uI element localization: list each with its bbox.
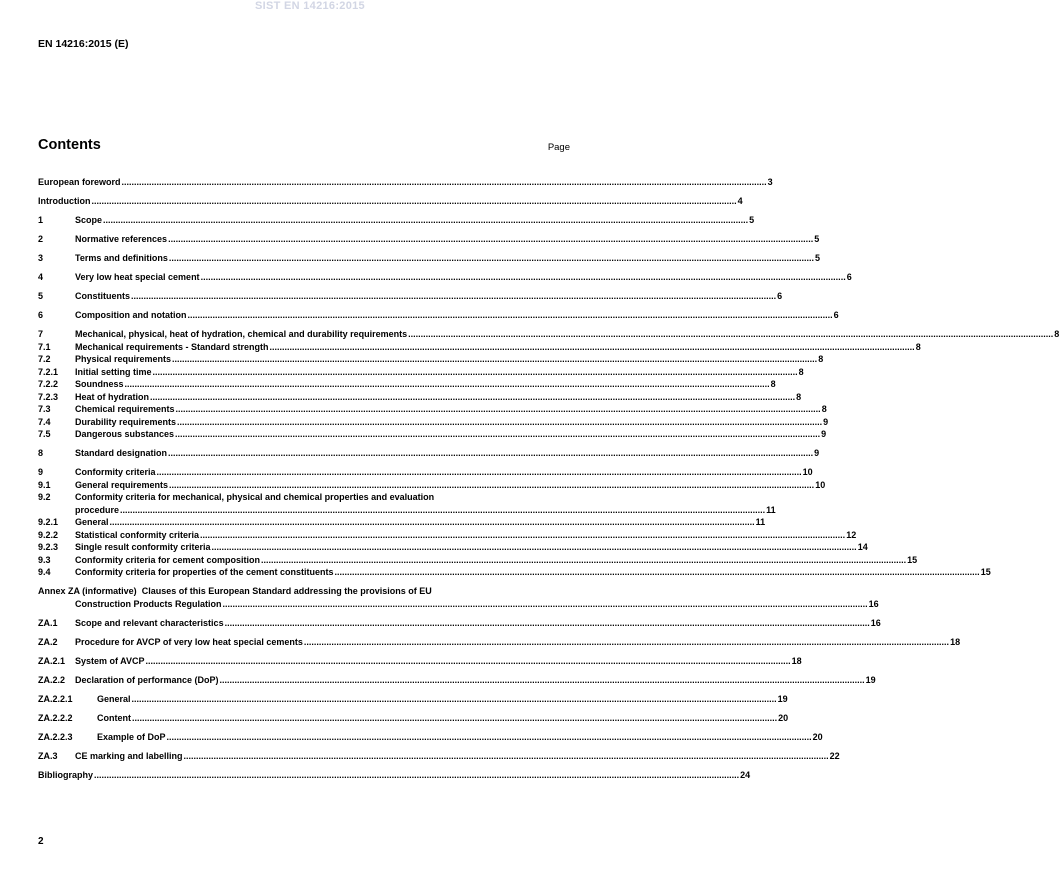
toc-title: Normative references: [75, 234, 168, 244]
toc-page: 18: [791, 655, 802, 666]
toc-title: Example of DoP: [97, 731, 166, 742]
toc-title: Conformity criteria: [75, 467, 156, 477]
toc-entry-7-2-2[interactable]: [38, 378, 776, 391]
toc-entry-7-3[interactable]: [38, 403, 827, 416]
toc-title: Heat of hydration: [75, 391, 150, 402]
toc-page: 19: [777, 693, 788, 704]
toc-title: Physical requirements: [75, 354, 172, 364]
toc-page: 6: [777, 291, 783, 301]
toc-entry-bibliography[interactable]: [38, 769, 751, 782]
toc-entry-6[interactable]: [38, 309, 839, 322]
toc-number: ZA.2.1: [38, 655, 66, 666]
toc-entry-7-2-3[interactable]: [38, 391, 802, 404]
toc-page: 11: [766, 504, 776, 515]
toc-title: Statistical conformity criteria: [75, 529, 200, 540]
toc-number: 5: [38, 291, 44, 301]
toc-page: 15: [907, 554, 918, 565]
toc-title: CE marking and labelling: [75, 750, 183, 761]
toc-page: 4: [737, 196, 743, 206]
contents-heading: Contents: [38, 137, 101, 153]
page-column-label: Page: [547, 142, 570, 153]
toc-page: 8: [798, 366, 804, 377]
toc-page: 5: [814, 253, 820, 263]
toc-page: 9: [823, 416, 829, 427]
toc-entry-za-2-2-1[interactable]: [38, 693, 788, 706]
toc-number: 7.2.2: [38, 379, 59, 389]
toc-number: 9.4: [38, 567, 51, 577]
toc-entry-za-2-2[interactable]: [38, 674, 876, 687]
watermark: SIST EN 14216:2015: [255, 0, 365, 12]
toc-page: 9: [814, 448, 820, 458]
toc-page: 10: [815, 479, 826, 490]
toc-number: 7.2.3: [38, 391, 59, 402]
toc-number: 8: [38, 448, 44, 458]
toc-number: 1: [38, 215, 44, 225]
toc-entry-9-3[interactable]: [38, 554, 918, 567]
toc-title: Bibliography: [38, 769, 94, 780]
toc-entry-7-4[interactable]: [38, 416, 829, 429]
toc-number: 9.2.2: [38, 529, 59, 540]
toc-entry-1[interactable]: [38, 214, 755, 227]
toc-page: 22: [829, 750, 840, 761]
toc-number: ZA.2.2: [38, 674, 66, 685]
toc-number: 7.5: [38, 429, 51, 439]
toc-title: Composition and notation: [75, 310, 187, 320]
toc-title: Dangerous substances: [75, 429, 175, 439]
toc-number: 7.2: [38, 354, 51, 364]
toc-number: 7.4: [38, 416, 51, 427]
toc-title: Constituents: [75, 291, 130, 301]
toc-number: ZA.2.2.1: [38, 693, 73, 704]
toc-page: 3: [767, 177, 773, 187]
toc-title: European foreword: [38, 177, 121, 187]
toc-title: Mechanical requirements - Standard strength: [75, 341, 269, 352]
toc-title: Standard designation: [75, 448, 168, 458]
toc-number: ZA.1: [38, 617, 58, 628]
toc-number: ZA.2: [38, 636, 58, 647]
toc-title: System of AVCP: [75, 655, 145, 666]
toc-page: 8: [821, 404, 827, 414]
toc-entry-2[interactable]: [38, 233, 820, 246]
table-of-contents: [38, 176, 1059, 781]
toc-title: Terms and definitions: [75, 253, 168, 263]
toc-title: Conformity criteria for properties of the cement constituents: [75, 567, 334, 577]
toc-entry-9[interactable]: [38, 466, 813, 479]
toc-title: Introduction: [38, 196, 91, 206]
toc-page: 15: [980, 567, 991, 577]
toc-page: 14: [857, 542, 868, 552]
toc-page: 20: [812, 731, 823, 742]
toc-entry-7-5[interactable]: [38, 428, 827, 441]
toc-entry-za-2-2-3[interactable]: [38, 731, 823, 744]
toc-title: Soundness: [75, 379, 124, 389]
toc-number: 9.2.1: [38, 517, 59, 527]
toc-page: 16: [870, 617, 881, 628]
toc-number: ZA.3: [38, 750, 58, 761]
toc-page: 24: [740, 769, 751, 780]
toc-page: 19: [865, 674, 876, 685]
toc-entry-9-2-3[interactable]: [38, 541, 868, 554]
toc-entry-introduction[interactable]: [38, 195, 743, 208]
toc-number: 7: [38, 329, 44, 339]
toc-entry-za-3[interactable]: [38, 750, 840, 763]
toc-entry-za-2-1[interactable]: [38, 655, 802, 668]
toc-title: Initial setting time: [75, 366, 152, 377]
toc-page: 10: [802, 467, 813, 477]
toc-title: Declaration of performance (DoP): [75, 674, 219, 685]
toc-number: 7.2.1: [38, 366, 59, 377]
toc-number: 9.3: [38, 554, 51, 565]
toc-number: ZA.2.2.2: [38, 712, 73, 723]
toc-title-continued: Construction Products Regulation: [75, 598, 222, 609]
toc-number: ZA.2.2.3: [38, 731, 73, 742]
toc-entry-9-4[interactable]: [38, 566, 991, 579]
toc-title: Content: [97, 712, 131, 723]
toc-entry-9-2-1[interactable]: [38, 516, 766, 529]
toc-title: Very low heat special cement: [75, 272, 200, 282]
toc-number: 9.1: [38, 479, 51, 490]
toc-page: 8: [1054, 329, 1059, 339]
toc-title: Conformity criteria for cement composition: [75, 554, 261, 565]
toc-number: 9.2.3: [38, 542, 59, 552]
toc-entry-4[interactable]: [38, 271, 852, 284]
toc-entry-za-2[interactable]: [38, 636, 961, 649]
toc-number: 7.3: [38, 404, 51, 414]
toc-page: 8: [796, 391, 802, 402]
toc-entry-7-2[interactable]: [38, 353, 824, 366]
toc-page: 18: [950, 636, 961, 647]
toc-number: 4: [38, 272, 44, 282]
toc-title: Chemical requirements: [75, 404, 175, 414]
document-id: EN 14216:2015 (E): [38, 38, 129, 50]
toc-title: Scope: [75, 215, 103, 225]
toc-number: 9.2: [38, 492, 51, 502]
toc-page: 12: [846, 529, 857, 540]
toc-title: Mechanical, physical, heat of hydration, chemical and durability requirements: [75, 329, 408, 339]
toc-title: Conformity criteria for mechanical, physical and chemical properties and evaluation: [75, 492, 435, 502]
toc-number: 7.1: [38, 341, 51, 352]
toc-page: 9: [821, 429, 827, 439]
toc-entry-za-2-2-2[interactable]: [38, 712, 789, 725]
toc-page: 8: [915, 341, 921, 352]
toc-page: 6: [846, 272, 852, 282]
toc-title: General: [97, 693, 131, 704]
toc-number: 9: [38, 467, 44, 477]
toc-number: 6: [38, 310, 44, 320]
toc-page: 8: [770, 379, 776, 389]
toc-number: Annex ZA (informative): [38, 586, 137, 596]
toc-page: 11: [755, 517, 766, 527]
toc-entry-3[interactable]: [38, 252, 820, 265]
toc-page: 6: [833, 310, 839, 320]
toc-page: 5: [749, 215, 755, 225]
toc-page: 16: [868, 598, 879, 609]
toc-entry-7-1[interactable]: [38, 341, 921, 354]
toc-page: 20: [778, 712, 789, 723]
toc-number: 2: [38, 234, 44, 244]
toc-title: Single result conformity criteria: [75, 542, 211, 552]
toc-page: 5: [814, 234, 820, 244]
toc-title: Durability requirements: [75, 416, 177, 427]
toc-entry-9-1[interactable]: [38, 479, 826, 492]
toc-title-continued: procedure: [75, 504, 120, 515]
toc-title: General requirements: [75, 479, 169, 490]
page-number: 2: [38, 836, 44, 847]
toc-entry-european-foreword[interactable]: [38, 176, 773, 189]
toc-page: 8: [818, 354, 824, 364]
toc-entry-9-2-2[interactable]: [38, 529, 857, 542]
toc-entry-annex-za[interactable]: [38, 585, 879, 610]
toc-number: 3: [38, 253, 44, 263]
toc-entry-7[interactable]: [38, 328, 1059, 341]
toc-title: Procedure for AVCP of very low heat special cements: [75, 636, 303, 647]
toc-entry-8[interactable]: [38, 447, 820, 460]
toc-entry-5[interactable]: [38, 290, 783, 303]
toc-title: General: [75, 517, 109, 527]
toc-entry-9-2[interactable]: [38, 491, 776, 516]
toc-entry-7-2-1[interactable]: [38, 366, 804, 379]
toc-title: Scope and relevant characteristics: [75, 617, 224, 628]
toc-entry-za-1[interactable]: [38, 617, 881, 630]
toc-title: Clauses of this European Standard addressing the provisions of EU: [141, 586, 432, 596]
